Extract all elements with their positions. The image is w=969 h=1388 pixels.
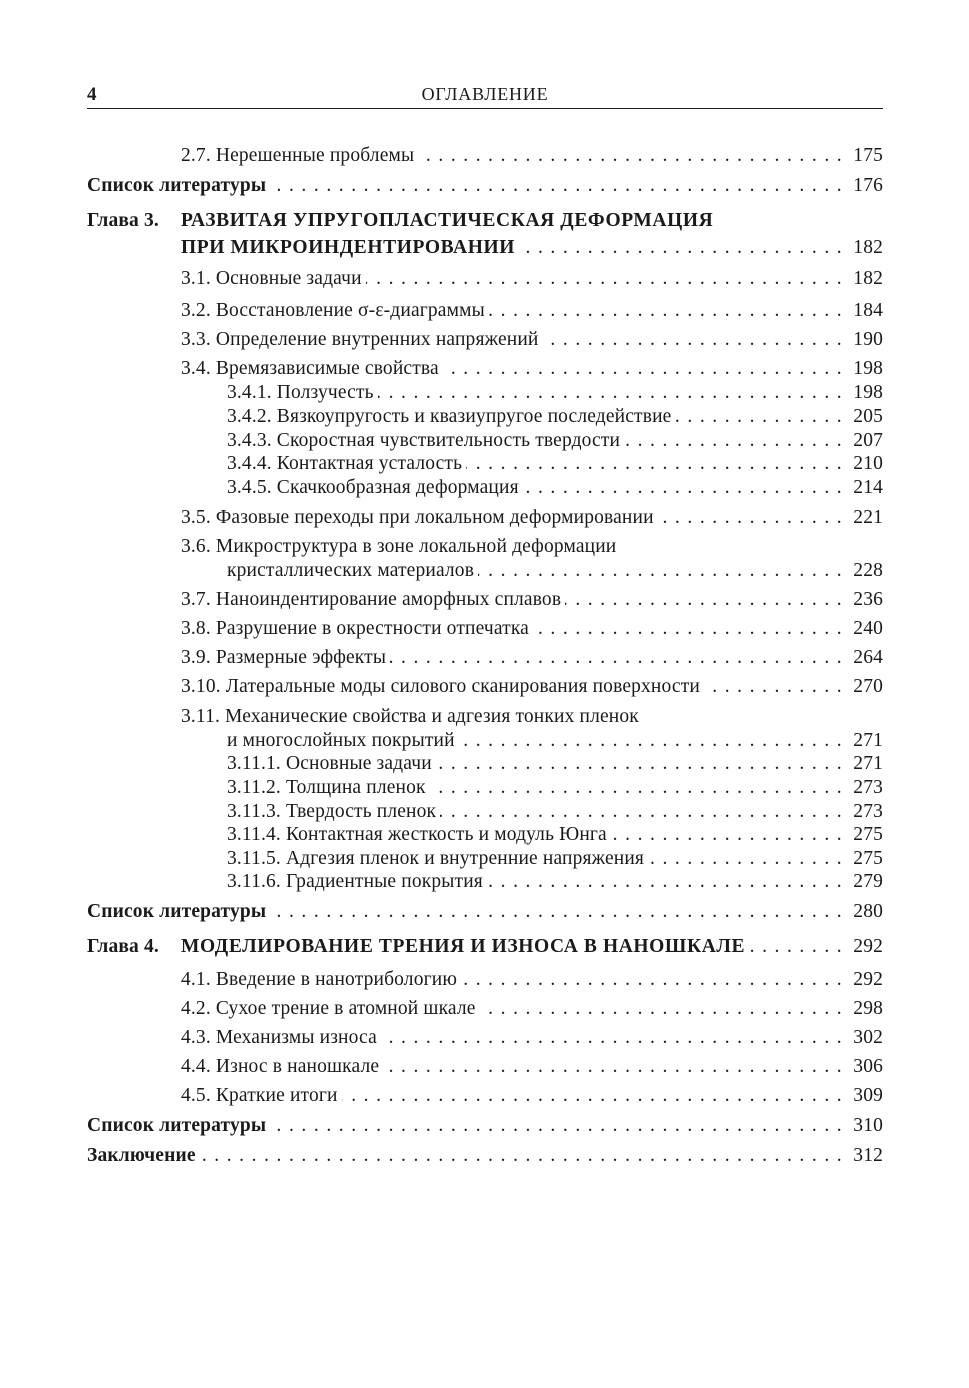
toc-entry-title: 3.4. Времязависимые свойства	[181, 357, 443, 381]
toc-page-number: 176	[848, 174, 883, 198]
toc-entry-3-7[interactable]	[87, 588, 883, 612]
toc-entry-title: 3.10. Латеральные моды силового сканирования поверхности	[181, 675, 704, 699]
toc-entry-3-11-2[interactable]	[87, 776, 883, 800]
toc-page-number: 207	[848, 429, 883, 453]
toc-entry-3-8[interactable]	[87, 617, 883, 641]
toc-entry-title: 3.8. Разрушение в окрестности отпечатка	[181, 617, 533, 641]
toc-page-number: 184	[848, 299, 883, 323]
toc-entry-title: 3.4.4. Контактная усталость	[227, 452, 466, 476]
toc-entry-4-3[interactable]	[87, 1026, 883, 1050]
toc-page-number: 214	[848, 476, 883, 500]
toc-entry-title: 3.1. Основные задачи	[181, 267, 366, 291]
toc-entry-3-3[interactable]	[87, 328, 883, 352]
toc-page-number: 236	[848, 588, 883, 612]
toc-entry-3-10[interactable]	[87, 675, 883, 699]
running-title: ОГЛАВЛЕНИЕ	[421, 84, 549, 104]
toc-entry-title: 3.6. Микроструктура в зоне локальной деформации	[181, 535, 620, 559]
toc-entry-3-11-5[interactable]	[87, 847, 883, 871]
toc-entry-title: 4.3. Механизмы износа	[181, 1026, 381, 1050]
toc-page-number: 190	[848, 328, 883, 352]
toc-page-number: 309	[848, 1084, 883, 1108]
toc-entry-3-11-cont[interactable]	[87, 729, 883, 753]
toc-chapter-4-heading[interactable]	[87, 935, 883, 959]
toc-page-number: 306	[848, 1055, 883, 1079]
toc-entry-title: Заключение	[87, 1144, 200, 1168]
toc-entry-references-ch4[interactable]	[87, 1114, 883, 1138]
toc-entry-4-4[interactable]	[87, 1055, 883, 1079]
toc-entry-3-4-3[interactable]	[87, 429, 883, 453]
toc-entry-3-5[interactable]	[87, 506, 883, 530]
toc-entry-references-ch2[interactable]	[87, 174, 883, 198]
page-number: 4	[87, 84, 97, 105]
toc-page-number: 205	[848, 405, 883, 429]
toc-page-number: 271	[848, 752, 883, 776]
chapter-title: ПРИ МИКРОИНДЕНТИРОВАНИИ	[181, 236, 519, 260]
leader-dots	[87, 1144, 883, 1168]
toc-entry-4-1[interactable]	[87, 968, 883, 992]
toc-page-number: 275	[848, 823, 883, 847]
toc-entry-title: 2.7. Нерешенные проблемы	[181, 144, 418, 168]
toc-entry-title: Список литературы	[87, 174, 270, 198]
toc-entry-title: 4.4. Износ в наношкале	[181, 1055, 383, 1079]
toc-page-number: 182	[848, 267, 883, 291]
toc-entry-title: Список литературы	[87, 900, 270, 924]
toc-chapter-3-heading[interactable]	[87, 209, 883, 233]
toc-entry-3-11-6[interactable]	[87, 870, 883, 894]
toc-entry-2-7[interactable]	[87, 144, 883, 168]
toc-entry-3-2[interactable]	[87, 299, 883, 323]
page-header	[87, 84, 883, 109]
toc-entry-3-4-5[interactable]	[87, 476, 883, 500]
toc-page-number: 280	[848, 900, 883, 924]
toc-entry-3-6-cont[interactable]	[87, 559, 883, 583]
toc-entry-title: 3.11.2. Толщина пленок	[227, 776, 430, 800]
chapter-title: МОДЕЛИРОВАНИЕ ТРЕНИЯ И ИЗНОСА В НАНОШКАЛЕ	[181, 935, 749, 959]
toc-page-number: 198	[848, 381, 883, 405]
toc-entry-title: и многослойных покрытий	[227, 729, 459, 753]
toc-page-number: 279	[848, 870, 883, 894]
toc-page-number: 210	[848, 452, 883, 476]
toc-entry-title: кристаллических материалов	[227, 559, 478, 583]
toc-entry-4-2[interactable]	[87, 997, 883, 1021]
toc-entry-title: 3.11.1. Основные задачи	[227, 752, 436, 776]
toc-entry-title: 3.11. Механические свойства и адгезия тонких пленок	[181, 705, 643, 729]
toc-entry-title: 4.1. Введение в нанотрибологию	[181, 968, 461, 992]
toc-entry-title: 3.4.2. Вязкоупругость и квазиупругое последействие	[227, 405, 675, 429]
toc-entry-title: 3.11.4. Контактная жесткость и модуль Юнга	[227, 823, 611, 847]
toc-entry-3-11[interactable]	[87, 705, 883, 729]
chapter-title: РАЗВИТАЯ УПРУГОПЛАСТИЧЕСКАЯ ДЕФОРМАЦИЯ	[181, 209, 717, 233]
toc-page-number: 273	[848, 776, 883, 800]
chapter-label: Глава 4.	[87, 935, 163, 959]
toc-page-number: 275	[848, 847, 883, 871]
toc-entry-3-11-4[interactable]	[87, 823, 883, 847]
toc-page-number: 228	[848, 559, 883, 583]
toc-entry-title: 3.7. Наноиндентирование аморфных сплавов	[181, 588, 565, 612]
toc-page-number: 310	[848, 1114, 883, 1138]
toc-page-number: 292	[848, 935, 883, 959]
toc-page-number: 273	[848, 800, 883, 824]
toc-entry-title: 3.4.3. Скоростная чувствительность твердости	[227, 429, 624, 453]
toc-entry-title: 3.4.1. Ползучесть	[227, 381, 378, 405]
toc-page-number: 221	[848, 506, 883, 530]
toc-entry-3-1[interactable]	[87, 267, 883, 291]
toc-entry-3-11-1[interactable]	[87, 752, 883, 776]
toc-page-number: 264	[848, 646, 883, 670]
toc-entry-title: 3.11.3. Твердость пленок	[227, 800, 440, 824]
toc-entry-title: 3.5. Фазовые переходы при локальном деформировании	[181, 506, 658, 530]
toc-entry-3-4[interactable]	[87, 357, 883, 381]
toc-entry-title: 3.11.5. Адгезия пленок и внутренние напряжения	[227, 847, 648, 871]
toc-entry-title: 3.2. Восстановление σ-ε-диаграммы	[181, 299, 489, 323]
toc-page-number: 312	[848, 1144, 883, 1168]
toc-entry-3-4-4[interactable]	[87, 452, 883, 476]
toc-entry-3-6[interactable]	[87, 535, 883, 559]
toc-entry-references-ch3[interactable]	[87, 900, 883, 924]
toc-page-number: 198	[848, 357, 883, 381]
chapter-label: Глава 3.	[87, 209, 163, 233]
toc-entry-title: 4.5. Краткие итоги	[181, 1084, 342, 1108]
toc-page-number: 271	[848, 729, 883, 753]
toc-page-number: 298	[848, 997, 883, 1021]
toc-page-number: 175	[848, 144, 883, 168]
toc-page-number: 270	[848, 675, 883, 699]
toc-entry-3-11-3[interactable]	[87, 800, 883, 824]
toc-entry-conclusion[interactable]	[87, 1144, 883, 1168]
toc-entry-3-4-2[interactable]	[87, 405, 883, 429]
toc-entry-title: Список литературы	[87, 1114, 270, 1138]
toc-page-number: 302	[848, 1026, 883, 1050]
toc-chapter-3-heading-cont[interactable]	[87, 236, 883, 260]
toc-entry-3-9[interactable]	[87, 646, 883, 670]
toc-page-number: 182	[848, 236, 883, 260]
toc-entry-title: 3.9. Размерные эффекты	[181, 646, 390, 670]
toc-entry-title: 3.3. Определение внутренних напряжений	[181, 328, 543, 352]
toc-entry-title: 3.11.6. Градиентные покрытия	[227, 870, 487, 894]
toc-entry-3-4-1[interactable]	[87, 381, 883, 405]
toc-entry-title: 4.2. Сухое трение в атомной шкале	[181, 997, 480, 1021]
toc-entry-title: 3.4.5. Скачкообразная деформация	[227, 476, 523, 500]
toc-entry-4-5[interactable]	[87, 1084, 883, 1108]
toc-page-number: 240	[848, 617, 883, 641]
toc-page-number: 292	[848, 968, 883, 992]
